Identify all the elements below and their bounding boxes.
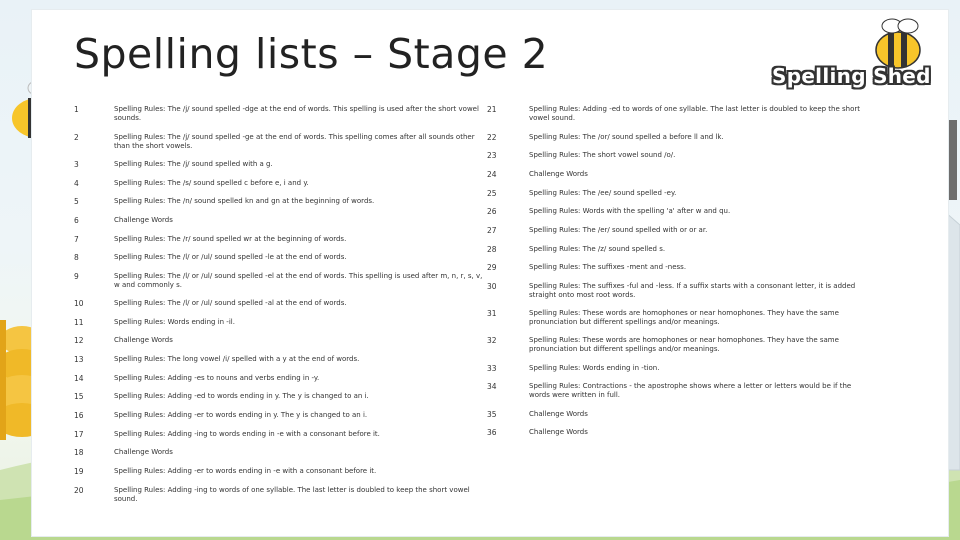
list-number: 26 (487, 207, 497, 216)
list-number: 22 (487, 133, 497, 142)
list-text: Spelling Rules: Adding -er to words ending in y. The y is changed to an i. (114, 411, 368, 419)
list-text: Spelling Rules: These words are homophones or near homophones. They have the same pronunciation but different spellings and/or meanings. (529, 309, 839, 326)
list-text: Spelling Rules: The /r/ sound spelled wr at the beginning of words. (114, 235, 347, 243)
list-number: 14 (74, 374, 84, 383)
list-number: 25 (487, 189, 497, 198)
list-number: 8 (74, 253, 79, 262)
list-text: Spelling Rules: The /er/ sound spelled with or or ar. (529, 226, 708, 234)
list-number: 34 (487, 382, 497, 391)
list-number: 23 (487, 151, 497, 160)
list-text: Spelling Rules: Adding -ing to words of one syllable. The last letter is doubled to keep the short vowel sound. (114, 486, 470, 503)
list-number: 15 (74, 392, 84, 401)
list-text: Spelling Rules: The /j/ sound spelled -dge at the end of words. This spelling is used after the short vowel sounds. (114, 105, 479, 122)
list-number: 12 (74, 336, 84, 345)
list-text: Spelling Rules: The short vowel sound /o/. (529, 151, 676, 159)
spelling-shed-logo (770, 16, 934, 96)
list-number: 28 (487, 245, 497, 254)
list-number: 20 (74, 486, 84, 495)
list-text: Challenge Words (114, 448, 173, 456)
list-text: Spelling Rules: Words ending in -tion. (529, 364, 660, 372)
list-text: Spelling Rules: The /z/ sound spelled s. (529, 245, 666, 253)
list-text: Spelling Rules: Adding -ed to words of one syllable. The last letter is doubled to keep the short vowel sound. (529, 105, 860, 122)
list-text: Spelling Rules: The /j/ sound spelled with a g. (114, 160, 273, 168)
list-number: 10 (74, 299, 84, 308)
list-text: Spelling Rules: The /l/ or /ul/ sound spelled -el at the end of words. This spelling is used after m, n, r, s, v, w and commonly s. (114, 272, 483, 289)
list-number: 16 (74, 411, 84, 420)
list-text: Spelling Rules: These words are homophones or near homophones. They have the same pronunciation but different spellings and/or meanings. (529, 336, 839, 353)
list-text: Spelling Rules: The suffixes -ment and -ness. (529, 263, 687, 271)
list-text: Spelling Rules: The /ee/ sound spelled -ey. (529, 189, 677, 197)
list-text: Spelling Rules: Words ending in -il. (114, 318, 235, 326)
list-number: 13 (74, 355, 84, 364)
list-number: 5 (74, 197, 79, 206)
list-number: 7 (74, 235, 79, 244)
list-number: 32 (487, 336, 497, 345)
list-text: Challenge Words (529, 410, 588, 418)
list-number: 30 (487, 282, 497, 291)
list-text: Spelling Rules: Contractions - the apostrophe shows where a letter or letters would be if the words were written in full. (529, 382, 852, 399)
list-number: 6 (74, 216, 79, 225)
list-number: 11 (74, 318, 84, 327)
list-text: Challenge Words (529, 170, 588, 178)
list-number: 9 (74, 272, 79, 281)
list-number: 17 (74, 430, 84, 439)
list-text: Spelling Rules: The /n/ sound spelled kn and gn at the beginning of words. (114, 197, 375, 205)
list-text: Spelling Rules: Adding -ed to words ending in y. The y is changed to an i. (114, 392, 369, 400)
list-number: 29 (487, 263, 497, 272)
list-text: Spelling Rules: Adding -es to nouns and verbs ending in -y. (114, 374, 320, 382)
list-text: Spelling Rules: Words with the spelling 'a' after w and qu. (529, 207, 731, 215)
list-text: Spelling Rules: The suffixes -ful and -less. If a suffix starts with a consonant letter, it is added straight onto most root words. (529, 282, 856, 299)
list-number: 31 (487, 309, 497, 318)
list-number: 27 (487, 226, 497, 235)
list-text: Spelling Rules: Adding -ing to words ending in -e with a consonant before it. (114, 430, 380, 438)
list-text: Spelling Rules: The /j/ sound spelled -ge at the end of words. This spelling comes after all sounds other than the short vowels. (114, 133, 475, 150)
list-number: 35 (487, 410, 497, 419)
list-text: Spelling Rules: Adding -er to words ending in -e with a consonant before it. (114, 467, 377, 475)
list-text: Challenge Words (529, 428, 588, 436)
list-number: 21 (487, 105, 497, 114)
list-text: Spelling Rules: The /l/ or /ul/ sound spelled -le at the end of words. (114, 253, 347, 261)
list-number: 18 (74, 448, 84, 457)
list-number: 1 (74, 105, 79, 114)
page-title: Spelling lists – Stage 2 (74, 30, 549, 78)
list-number: 3 (74, 160, 79, 169)
logo-text: Spelling Shed (772, 64, 931, 88)
list-number: 24 (487, 170, 497, 179)
list-text: Spelling Rules: The /s/ sound spelled c before e, i and y. (114, 179, 309, 187)
list-text: Challenge Words (114, 216, 173, 224)
list-text: Challenge Words (114, 336, 173, 344)
list-number: 33 (487, 364, 497, 373)
list-text: Spelling Rules: The long vowel /i/ spelled with a y at the end of words. (114, 355, 360, 363)
list-number: 2 (74, 133, 79, 142)
list-text: Spelling Rules: The /l/ or /ul/ sound spelled -al at the end of words. (114, 299, 347, 307)
list-number: 19 (74, 467, 84, 476)
list-number: 4 (74, 179, 79, 188)
list-number: 36 (487, 428, 497, 437)
list-text: Spelling Rules: The /or/ sound spelled a before ll and lk. (529, 133, 724, 141)
